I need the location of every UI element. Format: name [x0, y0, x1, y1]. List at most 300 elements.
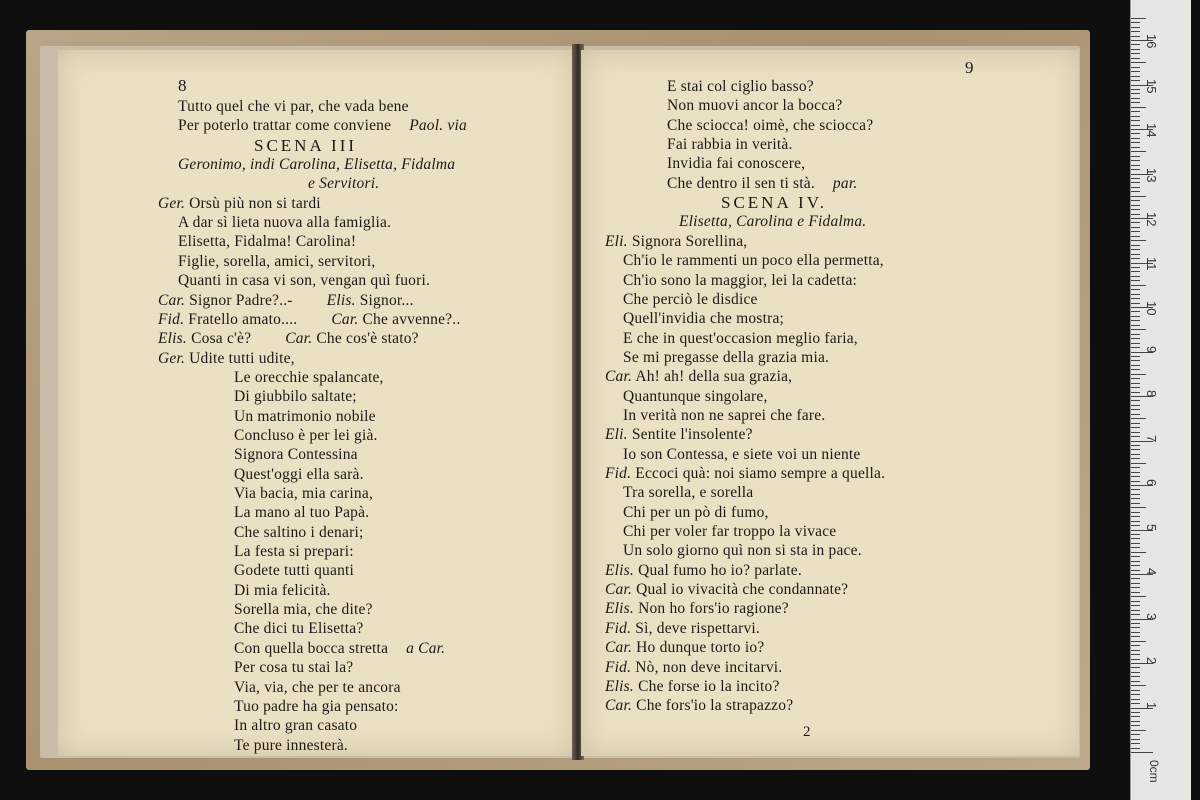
- line-text: Quantunque singolare,: [623, 387, 768, 405]
- ruler-tick: [1131, 614, 1140, 615]
- scene-heading: [721, 193, 827, 212]
- ruler-tick: [1131, 525, 1140, 526]
- speaker-label: Car.: [285, 330, 313, 348]
- line-text: Signor Padre?..-: [189, 291, 293, 309]
- text-line: [623, 290, 758, 309]
- ruler-number: 3: [1144, 612, 1159, 620]
- text-line: [234, 542, 354, 561]
- ruler-tick: [1131, 169, 1140, 170]
- text-line: [234, 658, 353, 677]
- ruler-tick: [1131, 610, 1140, 611]
- line-text: Con quella bocca stretta: [234, 639, 389, 657]
- line-text: Te pure innesterà.: [234, 736, 348, 754]
- ruler-tick: [1131, 654, 1140, 655]
- text-line: [623, 387, 768, 406]
- ruler-tick: [1131, 320, 1140, 321]
- stage-direction: par.: [832, 174, 858, 192]
- ruler-tick: [1131, 236, 1140, 237]
- line-text: Non ho fors'io ragione?: [638, 600, 789, 618]
- text-line: [667, 154, 805, 173]
- text-line: [605, 425, 753, 444]
- text-line: [234, 368, 384, 387]
- line-text: La mano al tuo Papà.: [234, 504, 370, 522]
- ruler-tick: [1131, 356, 1140, 357]
- ruler-tick: [1131, 67, 1140, 68]
- ruler-tick: [1131, 716, 1140, 717]
- signature-mark: 2: [803, 724, 811, 740]
- ruler-tick: [1131, 303, 1140, 304]
- speaker-label: Fid.: [605, 619, 632, 637]
- ruler-tick: [1131, 316, 1140, 317]
- line-text: Fratello amato....: [188, 310, 298, 328]
- text-line: [234, 523, 363, 542]
- ruler-tick: [1131, 58, 1140, 59]
- ruler-tick: [1131, 507, 1146, 508]
- cast-list: [679, 212, 866, 231]
- ruler-tick: [1131, 133, 1140, 134]
- ruler-tick: [1131, 659, 1140, 660]
- ruler-tick: [1131, 423, 1140, 424]
- ruler-tick: [1131, 489, 1140, 490]
- line-text: Chi per voler far troppo la vivace: [623, 523, 837, 541]
- right-page: [581, 50, 1079, 756]
- text-line: [605, 696, 793, 715]
- cast-list: [178, 155, 455, 174]
- ruler-tick: [1131, 494, 1140, 495]
- speaker-label: Eli.: [605, 426, 628, 444]
- line-text: Qual io vivacità che condannate?: [636, 581, 849, 599]
- ruler-tick: [1131, 481, 1140, 482]
- line-text: Non muovi ancor la bocca?: [667, 97, 843, 115]
- ruler-tick: [1131, 214, 1140, 215]
- ruler-tick: [1131, 400, 1140, 401]
- ruler-tick: [1131, 414, 1140, 415]
- text-line: [623, 483, 753, 502]
- ruler-tick: [1131, 578, 1140, 579]
- ruler-number: 9: [1144, 345, 1159, 353]
- ruler-tick: [1131, 187, 1140, 188]
- speaker-label: Eli.: [605, 232, 628, 250]
- line-text: Via bacia, mia carina,: [234, 485, 374, 502]
- text-line: [623, 445, 860, 464]
- line-text: Che perciò le disdice: [623, 290, 758, 308]
- text-line: [623, 348, 829, 367]
- ruler-number: 2: [1144, 657, 1159, 665]
- text-line: [234, 581, 331, 600]
- speaker-label: Elis.: [158, 330, 187, 348]
- text-line: [605, 599, 789, 618]
- line-text: Di giubbilo saltate;: [234, 388, 357, 406]
- line-text: Ch'io sono la maggior, lei la cadetta:: [623, 271, 858, 289]
- speaker-label: Elis.: [605, 677, 634, 695]
- ruler-tick: [1131, 543, 1140, 544]
- line-text: Signor...: [359, 291, 414, 309]
- ruler-tick: [1131, 254, 1140, 255]
- ruler-tick: [1131, 111, 1140, 112]
- line-text: Che saltino i denari;: [234, 523, 364, 541]
- text-line: [178, 271, 430, 290]
- line-text: Ho dunque torto io?: [636, 639, 765, 657]
- ruler-tick: [1131, 641, 1146, 642]
- line-text: Che cos'è stato?: [316, 330, 419, 348]
- ruler-tick: [1131, 365, 1140, 366]
- text-line: [605, 677, 780, 696]
- ruler-tick: [1131, 556, 1140, 557]
- line-text: In verità non ne saprei che fare.: [623, 406, 826, 424]
- ruler-tick: [1131, 476, 1140, 477]
- ruler-tick: [1131, 107, 1146, 108]
- speaker-label: Car.: [158, 291, 186, 309]
- text-line: [234, 407, 376, 426]
- ruler-number: 14: [1144, 123, 1159, 138]
- text-line: [605, 658, 782, 677]
- ruler-tick: [1131, 71, 1140, 72]
- ruler-tick: [1131, 734, 1140, 735]
- line-text: In altro gran casato: [234, 717, 358, 735]
- text-line: [234, 639, 445, 658]
- speaker-label: Car.: [605, 639, 633, 657]
- text-line: [234, 716, 357, 735]
- ruler-tick: [1131, 151, 1146, 152]
- measurement-ruler: [1130, 0, 1191, 800]
- text-line: [667, 116, 873, 135]
- text-line: [158, 291, 414, 310]
- line-text: Che dici tu Elisetta?: [234, 620, 364, 638]
- ruler-tick: [1131, 62, 1146, 63]
- ruler-number: 16: [1144, 34, 1159, 49]
- ruler-tick: [1131, 178, 1140, 179]
- text-line: [605, 464, 885, 483]
- line-text: Concluso è per lei già.: [234, 426, 378, 444]
- ruler-tick: [1131, 383, 1140, 384]
- speaker-label: Elis.: [326, 291, 356, 309]
- left-page: [58, 50, 575, 756]
- speaker-label: Ger.: [158, 194, 186, 212]
- line-text: Per poterlo trattar come conviene: [178, 117, 392, 135]
- text-line: [234, 736, 348, 755]
- ruler-tick: [1131, 703, 1140, 704]
- line-text: Signora Sorellina,: [631, 232, 748, 250]
- ruler-tick: [1131, 685, 1146, 686]
- ruler-tick: [1131, 289, 1140, 290]
- line-text: Che sciocca! oimè, che sciocca?: [667, 116, 874, 134]
- ruler-tick: [1131, 432, 1140, 433]
- line-text: Di mia felicità.: [234, 581, 331, 599]
- ruler-tick: [1131, 27, 1140, 28]
- ruler-tick: [1131, 516, 1140, 517]
- line-text: Tuo padre ha gia pensato:: [234, 697, 399, 715]
- ruler-tick: [1131, 98, 1140, 99]
- text-line: [623, 251, 884, 270]
- ruler-number: 8: [1144, 390, 1159, 398]
- ruler-tick: [1131, 405, 1140, 406]
- speaker-label: Car.: [605, 697, 633, 715]
- line-text: Quest'oggi ella sarà.: [234, 465, 364, 483]
- ruler-tick: [1131, 538, 1140, 539]
- ruler-number: 1: [1144, 701, 1159, 709]
- ruler-tick: [1131, 672, 1140, 673]
- ruler-tick: [1131, 748, 1140, 749]
- ruler-tick: [1131, 200, 1140, 201]
- ruler-tick: [1131, 472, 1140, 473]
- text-line: [234, 600, 373, 619]
- ruler-tick: [1131, 690, 1140, 691]
- ruler-tick: [1131, 667, 1140, 668]
- ruler-tick: [1131, 552, 1146, 553]
- line-text: Figlie, sorella, amici, servitori,: [178, 252, 376, 270]
- ruler-tick: [1131, 587, 1140, 588]
- line-text: E che in quest'occasion meglio faria,: [623, 329, 858, 347]
- ruler-tick: [1131, 436, 1140, 437]
- text-line: [667, 135, 793, 154]
- ruler-tick: [1131, 374, 1146, 375]
- ruler-number: 11: [1144, 256, 1159, 270]
- ruler-tick: [1131, 80, 1140, 81]
- text-line: [178, 213, 391, 232]
- ruler-tick: [1131, 22, 1140, 23]
- line-text: Quanti in casa vi son, vengan quì fuori.: [178, 272, 431, 290]
- line-text: Chi per un pò di fumo,: [623, 503, 769, 521]
- line-text: Qual fumo ho io? parlate.: [638, 561, 802, 579]
- line-text: Che avvenne?..: [362, 310, 461, 328]
- ruler-tick: [1131, 205, 1140, 206]
- ruler-tick: [1131, 467, 1140, 468]
- line-text: Che dentro il sen ti stà.: [667, 174, 815, 192]
- ruler-tick: [1131, 116, 1140, 117]
- stage-direction: Paol. via: [409, 117, 467, 135]
- text-line: [667, 174, 857, 193]
- text-line: [178, 116, 467, 135]
- line-text: Tutto quel che vi par, che vada bene: [178, 98, 409, 115]
- ruler-tick: [1131, 36, 1140, 37]
- ruler-tick: [1131, 182, 1140, 183]
- ruler-tick: [1131, 498, 1140, 499]
- ruler-tick: [1131, 449, 1140, 450]
- line-text: A dar sì lieta nuova alla famiglia.: [178, 214, 392, 232]
- text-line: [158, 329, 419, 348]
- ruler-tick: [1131, 285, 1146, 286]
- ruler-tick: [1131, 739, 1140, 740]
- ruler-tick: [1131, 699, 1140, 700]
- line-text: SCENA IV.: [721, 193, 828, 213]
- line-text: Geronimo, indi Carolina, Elisetta, Fidalma: [178, 156, 456, 174]
- ruler-tick: [1131, 712, 1140, 713]
- text-line: [234, 465, 364, 484]
- line-text: Godete tutti quanti: [234, 562, 355, 580]
- ruler-number: 7: [1144, 434, 1159, 442]
- text-line: [234, 678, 401, 697]
- speaker-label: Car.: [605, 581, 633, 599]
- text-line: [623, 329, 858, 348]
- ruler-tick: [1131, 231, 1140, 232]
- ruler-tick: [1131, 694, 1140, 695]
- text-line: [623, 309, 784, 328]
- text-line: [667, 96, 842, 115]
- line-text: Via, via, che per te ancora: [234, 678, 401, 696]
- ruler-unit: 0cm: [1147, 760, 1161, 783]
- ruler-tick: [1131, 347, 1140, 348]
- text-line: [605, 367, 792, 386]
- ruler-tick: [1131, 463, 1146, 464]
- text-line: [623, 271, 857, 290]
- text-line: [234, 426, 378, 445]
- ruler-tick: [1131, 592, 1140, 593]
- ruler-tick: [1131, 294, 1140, 295]
- text-line: [178, 97, 409, 116]
- speaker-label: Elis.: [605, 561, 634, 579]
- ruler-tick: [1131, 227, 1140, 228]
- ruler-tick: [1131, 583, 1140, 584]
- ruler-tick: [1131, 730, 1146, 731]
- ruler-tick: [1131, 725, 1140, 726]
- ruler-tick: [1131, 743, 1140, 744]
- line-text: Elisetta, Fidalma! Carolina!: [178, 233, 357, 251]
- line-text: Eccoci quà: noi siamo sempre a quella.: [635, 465, 886, 482]
- ruler-tick: [1131, 160, 1140, 161]
- line-text: Ch'io le rammenti un poco ella permetta,: [623, 252, 884, 270]
- line-text: Per cosa tu stai la?: [234, 659, 354, 677]
- ruler-tick: [1131, 338, 1140, 339]
- text-line: [234, 484, 373, 503]
- line-text: Fai rabbia in verità.: [667, 136, 793, 154]
- text-line: [234, 697, 399, 716]
- ruler-tick: [1131, 147, 1140, 148]
- ruler-tick: [1131, 18, 1146, 19]
- ruler-tick: [1131, 596, 1146, 597]
- ruler-tick: [1131, 325, 1140, 326]
- ruler-tick: [1131, 392, 1140, 393]
- ruler-tick: [1131, 458, 1140, 459]
- ruler-tick: [1131, 636, 1140, 637]
- cast-list: [308, 174, 379, 193]
- ruler-tick: [1131, 209, 1140, 210]
- line-text: Sentite l'insolente?: [631, 426, 753, 444]
- speaker-label: Elis.: [605, 600, 634, 618]
- ruler-tick: [1131, 142, 1140, 143]
- line-text: Le orecchie spalancate,: [234, 368, 384, 386]
- text-line: [623, 541, 862, 560]
- scene-heading: [254, 136, 357, 155]
- text-line: [158, 194, 321, 213]
- ruler-tick: [1131, 76, 1140, 77]
- ruler-tick: [1131, 445, 1140, 446]
- line-text: Udite tutti udite,: [189, 349, 295, 367]
- ruler-tick: [1131, 298, 1140, 299]
- text-line: [605, 561, 802, 580]
- ruler-tick: [1131, 280, 1140, 281]
- text-line: [234, 619, 363, 638]
- ruler-tick: [1131, 650, 1140, 651]
- ruler-tick: [1131, 512, 1140, 513]
- text-line: [605, 638, 764, 657]
- line-text: Orsù più non si tardi: [189, 194, 321, 212]
- text-line: [605, 619, 760, 638]
- ruler-tick: [1131, 31, 1140, 32]
- ruler-tick: [1131, 165, 1140, 166]
- line-text: Sì, deve rispettarvi.: [635, 619, 761, 637]
- ruler-tick: [1131, 676, 1140, 677]
- ruler-tick: [1131, 681, 1140, 682]
- ruler-tick: [1131, 196, 1146, 197]
- ruler-number: 15: [1144, 78, 1159, 93]
- ruler-tick: [1131, 311, 1140, 312]
- ruler-tick: [1131, 276, 1140, 277]
- ruler-tick: [1131, 378, 1140, 379]
- text-line: [605, 232, 747, 251]
- line-text: e Servitori.: [308, 175, 380, 193]
- page-number: 9: [965, 58, 974, 77]
- line-text: Che fors'io la strapazzo?: [636, 697, 794, 715]
- ruler-number: 13: [1144, 167, 1159, 182]
- ruler-tick: [1131, 267, 1140, 268]
- text-line: [667, 77, 814, 96]
- ruler-tick: [1131, 125, 1140, 126]
- ruler-tick: [1131, 102, 1140, 103]
- ruler-tick: [1131, 752, 1153, 753]
- line-text: E stai col ciglio basso?: [667, 78, 814, 95]
- ruler-tick: [1131, 387, 1140, 388]
- text-line: [178, 252, 376, 271]
- ruler-tick: [1131, 120, 1140, 121]
- text-line: [623, 522, 836, 541]
- ruler-tick: [1131, 721, 1140, 722]
- text-line: [158, 310, 460, 329]
- ruler-tick: [1131, 249, 1140, 250]
- speaker-label: Fid.: [158, 310, 185, 328]
- speaker-label: Car.: [605, 368, 633, 386]
- line-text: Un matrimonio nobile: [234, 407, 376, 425]
- speaker-label: Fid.: [605, 658, 632, 676]
- line-text: Elisetta, Carolina e Fidalma.: [679, 213, 867, 231]
- text-line: [234, 445, 358, 464]
- ruler-tick: [1131, 191, 1140, 192]
- ruler-tick: [1131, 360, 1140, 361]
- ruler-tick: [1131, 222, 1140, 223]
- ruler-tick: [1131, 334, 1140, 335]
- ruler-tick: [1131, 601, 1140, 602]
- line-text: SCENA III: [254, 135, 358, 155]
- ruler-number: 12: [1144, 212, 1159, 227]
- line-text: Cosa c'è?: [191, 330, 252, 348]
- ruler-tick: [1131, 627, 1140, 628]
- ruler-tick: [1131, 570, 1140, 571]
- ruler-tick: [1131, 418, 1146, 419]
- ruler-tick: [1131, 93, 1140, 94]
- ruler-tick: [1131, 138, 1140, 139]
- line-text: Io son Contessa, e siete voi un niente: [623, 445, 861, 463]
- line-text: Tra sorella, e sorella: [623, 484, 754, 502]
- line-text: Se mi pregasse della grazia mia.: [623, 348, 830, 366]
- ruler-number: 4: [1144, 568, 1159, 576]
- ruler-tick: [1131, 409, 1140, 410]
- line-text: Nò, non deve incitarvi.: [635, 658, 783, 676]
- ruler-number: 6: [1144, 479, 1159, 487]
- ruler-tick: [1131, 245, 1140, 246]
- ruler-tick: [1131, 645, 1140, 646]
- text-line: [234, 503, 369, 522]
- text-line: [178, 232, 356, 251]
- text-line: [234, 387, 357, 406]
- ruler-tick: [1131, 89, 1140, 90]
- page-number: 8: [178, 76, 187, 95]
- ruler-tick: [1131, 503, 1140, 504]
- ruler-tick: [1131, 240, 1146, 241]
- line-text: Signora Contessina: [234, 446, 358, 464]
- ruler-tick: [1131, 561, 1140, 562]
- line-text: Quell'invidia che mostra;: [623, 310, 785, 328]
- ruler-tick: [1131, 427, 1140, 428]
- line-text: La festa si prepari:: [234, 543, 354, 561]
